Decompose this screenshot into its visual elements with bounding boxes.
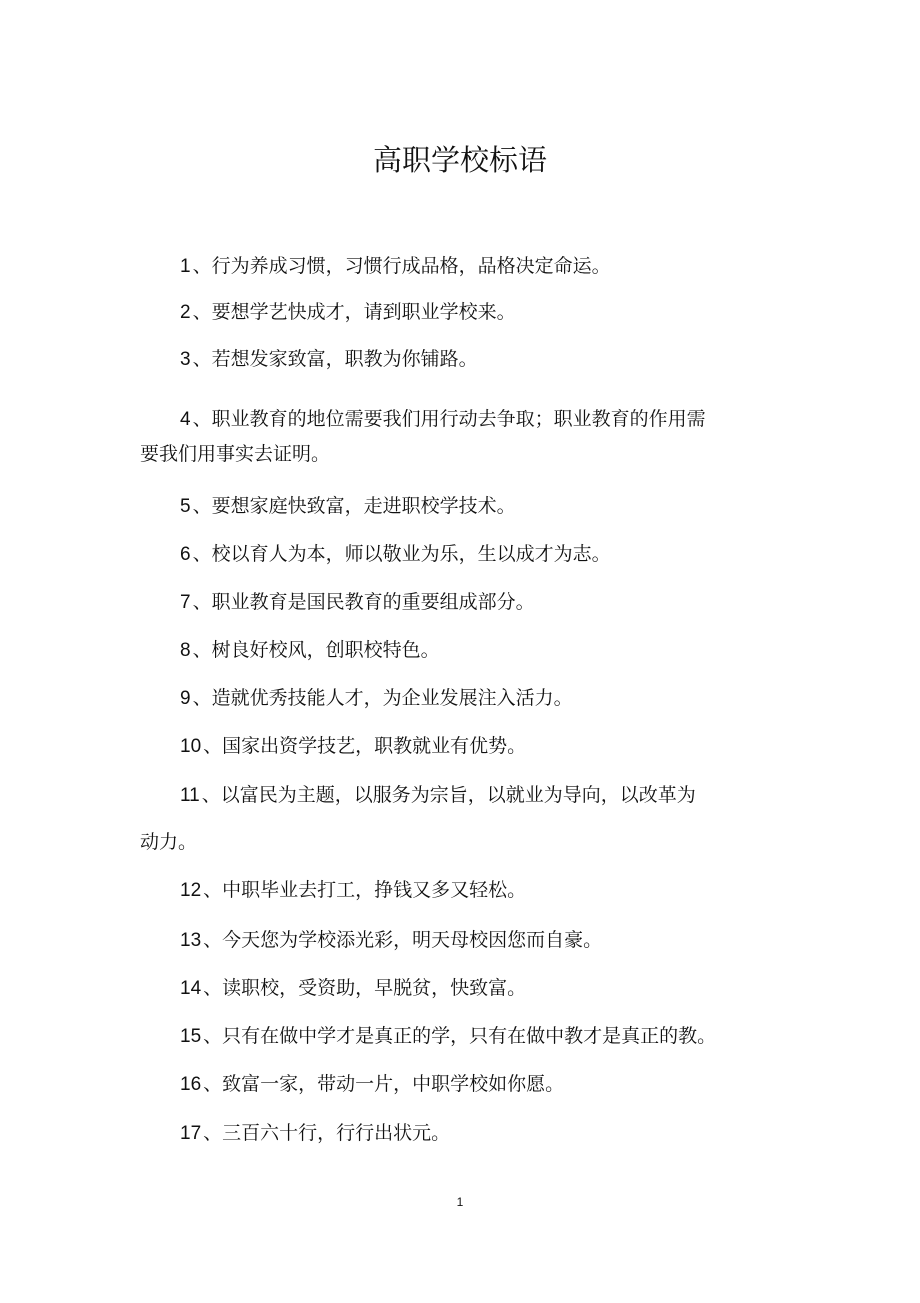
slogan-item: [180, 1069, 564, 1096]
slogan-text-continued: 要我们用事实去证明。: [140, 443, 331, 465]
slogan-number: 15: [180, 1026, 202, 1047]
slogan-text: 、造就优秀技能人才，为企业发展注入活力。: [192, 687, 573, 709]
slogan-item: [180, 1021, 716, 1048]
slogan-item: [180, 973, 526, 1000]
slogan-number: 11: [180, 785, 200, 806]
slogan-text-continued: 动力。: [140, 831, 198, 853]
slogan-number: 7: [180, 592, 191, 613]
slogan-text: 、行为养成习惯，习惯行成品格，品格决定命运。: [192, 255, 611, 277]
slogan-text: 、三百六十行，行行出状元。: [203, 1122, 451, 1144]
slogan-text: 、校以育人为本，师以敬业为乐，生以成才为志。: [192, 543, 611, 565]
slogan-item: [180, 635, 440, 662]
slogan-number: 5: [180, 496, 191, 517]
slogan-item: [180, 925, 602, 952]
slogan-item: [180, 587, 535, 614]
slogan-number: 10: [180, 736, 202, 757]
slogan-item: [180, 731, 526, 758]
slogan-text: 、今天您为学校添光彩，明天母校因您而自豪。: [203, 929, 603, 951]
slogan-number: 9: [180, 688, 191, 709]
slogan-item: [180, 539, 611, 566]
slogan-item: [180, 875, 526, 902]
slogan-item: [180, 1118, 450, 1145]
slogan-text: 、职业教育是国民教育的重要组成部分。: [192, 591, 535, 613]
slogan-text: 、只有在做中学才是真正的学，只有在做中教才是真正的教。: [203, 1025, 717, 1047]
slogan-number: 17: [180, 1123, 202, 1144]
slogan-text: 、以富民为主题，以服务为宗旨，以就业为导向，以改革为: [201, 784, 696, 806]
slogan-text: 、要想学艺快成才，请到职业学校来。: [192, 301, 516, 323]
slogan-text: 、若想发家致富，职教为你铺路。: [192, 348, 478, 370]
slogan-number: 16: [180, 1074, 202, 1095]
slogan-text: 、要想家庭快致富，走进职校学技术。: [192, 495, 516, 517]
slogan-item: [180, 491, 516, 518]
page-number: 1: [456, 1195, 464, 1209]
slogan-item: [180, 344, 478, 371]
slogan-text: 、致富一家，带动一片，中职学校如你愿。: [203, 1073, 565, 1095]
slogan-number: 12: [180, 880, 202, 901]
slogan-number: 14: [180, 978, 202, 999]
slogan-item: [180, 251, 611, 278]
slogan-text: 、国家出资学技艺，职教就业有优势。: [203, 735, 527, 757]
slogan-number: 8: [180, 640, 191, 661]
slogan-number: 3: [180, 349, 191, 370]
slogan-item: [180, 780, 696, 807]
document-title: 高职学校标语: [372, 143, 547, 177]
slogan-number: 2: [180, 302, 191, 323]
slogan-text: 、中职毕业去打工，挣钱又多又轻松。: [203, 879, 527, 901]
slogan-number: 1: [180, 256, 191, 277]
slogan-text: 、读职校，受资助，早脱贫，快致富。: [203, 977, 527, 999]
slogan-text: 、职业教育的地位需要我们用行动去争取；职业教育的作用需: [192, 408, 706, 430]
slogan-text: 、树良好校风，创职校特色。: [192, 639, 440, 661]
slogan-item: [180, 297, 516, 324]
slogan-number: 13: [180, 930, 202, 951]
slogan-number: 6: [180, 544, 191, 565]
slogan-number: 4: [180, 409, 191, 430]
slogan-item: [180, 404, 706, 431]
slogan-item: [180, 683, 573, 710]
